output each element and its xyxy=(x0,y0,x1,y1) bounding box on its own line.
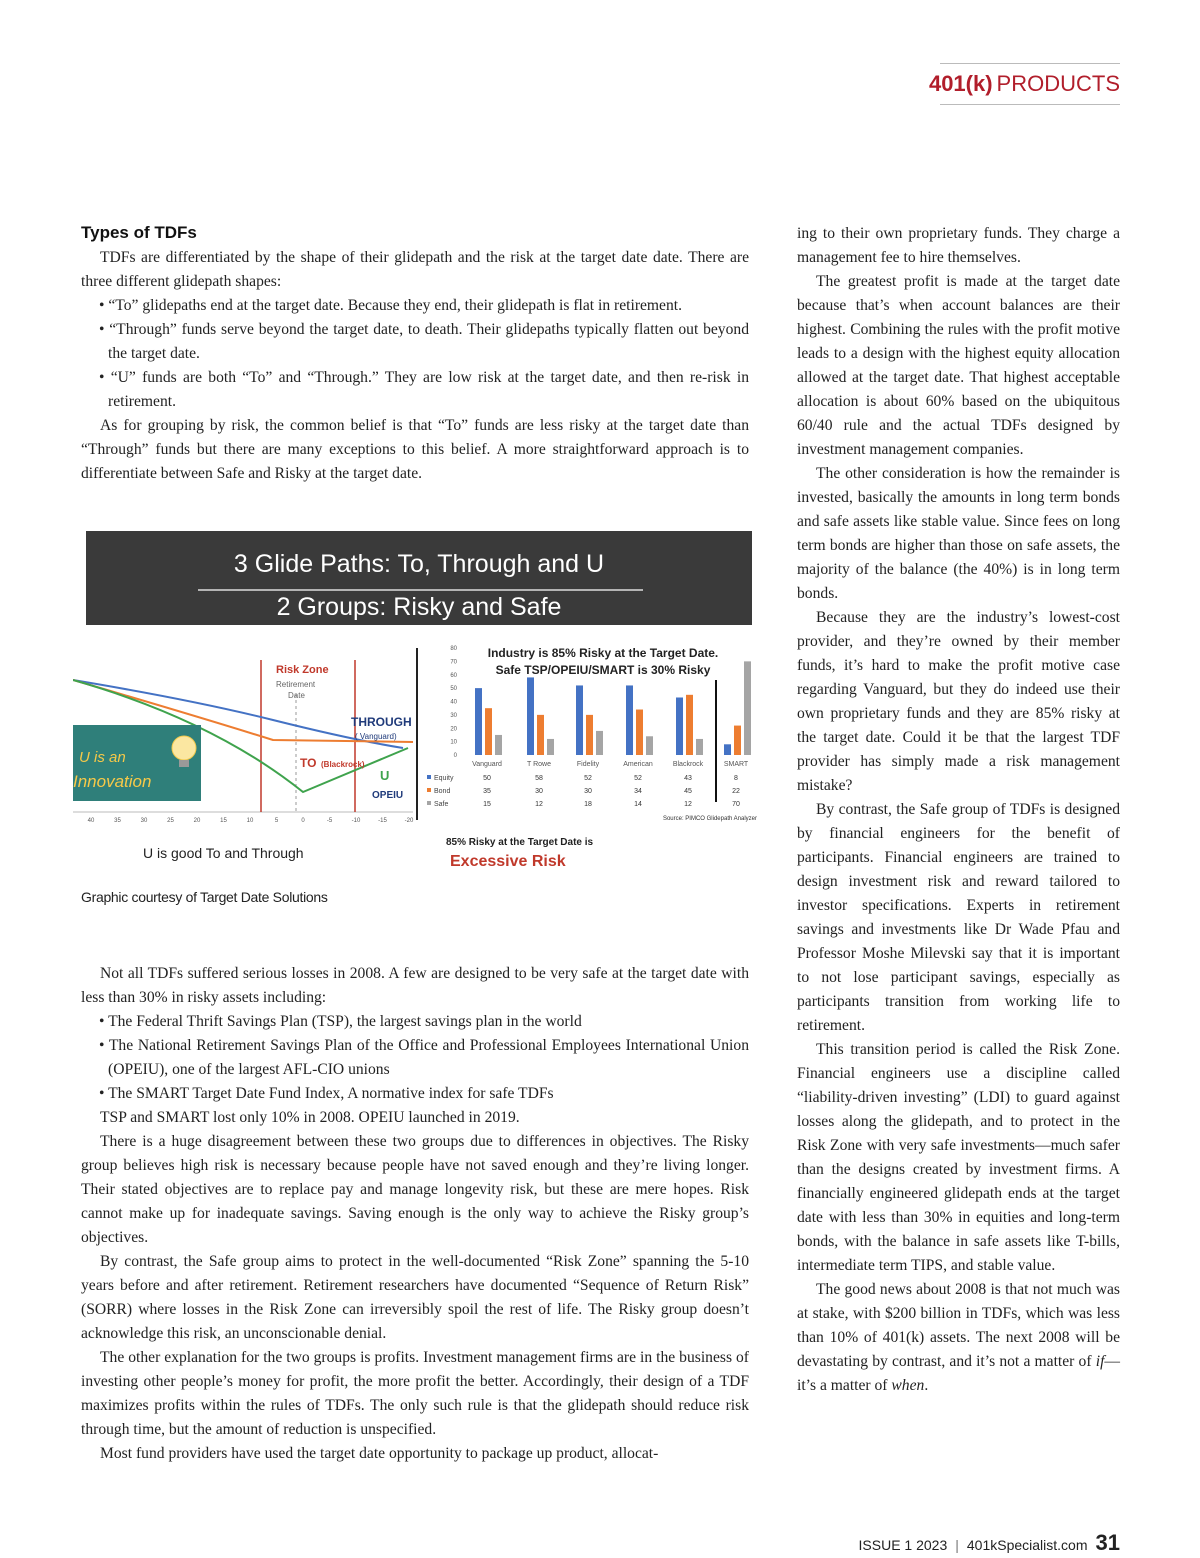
bullet-item: • The Federal Thrift Savings Plan (TSP), the largest savings plan in the world xyxy=(99,1013,582,1030)
figure-svg xyxy=(73,530,765,875)
category-label: American xyxy=(623,761,653,768)
y-tick-label: 70 xyxy=(450,659,457,666)
figure-title-1: 3 Glide Paths: To, Through and U xyxy=(233,550,605,578)
table-value: 45 xyxy=(684,788,692,795)
legend-label: Equity xyxy=(434,775,454,782)
paragraph: Most fund providers have used the target date opportunity to package up product, allocat- xyxy=(100,1445,659,1462)
table-value: 52 xyxy=(634,775,642,782)
y-tick-label: 10 xyxy=(450,739,457,746)
paragraph: There is a huge disagreement between these two groups due to differences in objectives. The Risky group believes high risk is necessary because people have not saved enough and they’re living longer. Their stated objectives are to replace pay and manage longevity risk, but these are mere hopes. Risk cannot make up for inadequate savings. Saving enough is the only way to achieve the Risky group’s objectives. xyxy=(81,1133,749,1246)
y-tick-label: 40 xyxy=(450,699,457,706)
paragraph: The other explanation for the two groups is profits. Investment management firms are in the business of investing other people’s money for profit, the more profit the better. Accordingly, their design of a TDF maximizes profits within the rules of TDFs. The only such rule is that the glidepath should reduce risk through time, but the amount of reduction is unspecified. xyxy=(81,1349,749,1438)
table-value: 43 xyxy=(684,775,692,782)
x-tick-label: 15 xyxy=(220,818,227,824)
issue-label: ISSUE 1 2023 xyxy=(858,1537,948,1553)
bar-safe xyxy=(744,661,751,755)
x-tick-label: 5 xyxy=(274,818,279,824)
x-tick-label: 20 xyxy=(193,818,201,824)
y-tick-label: 20 xyxy=(450,726,457,733)
u-innovation-line-1: U is an xyxy=(79,749,126,766)
blackrock-label: (Blackrock) xyxy=(321,760,365,769)
y-tick-label: 80 xyxy=(450,646,457,652)
glidepath-figure xyxy=(73,530,765,875)
bullet-item: • The National Retirement Savings Plan of the Office and Professional Employees International Union (OPEIU), one of the largest AFL-CIO unions xyxy=(99,1037,749,1078)
paragraph: The other consideration is how the remainder is invested, basically the amounts in long term bonds and safe assets like stable value. Since fees on long term bonds are higher than those on safe assets, the majority of the balance (the 40%) is in long term bonds. xyxy=(797,465,1120,602)
bar-bond xyxy=(537,715,544,755)
right-column xyxy=(797,222,1120,1398)
bar-equity xyxy=(527,677,534,755)
left-column-top xyxy=(81,222,749,486)
legend-swatch xyxy=(427,775,431,779)
vanguard-label: ( Vanguard) xyxy=(355,732,397,741)
y-tick-label: 30 xyxy=(450,712,457,719)
risky-label: 85% Risky at the Target Date is xyxy=(446,837,594,848)
text-run: —it’s a matter of xyxy=(797,1353,1120,1394)
legend-label: Safe xyxy=(434,801,449,808)
legend-swatch xyxy=(427,801,431,805)
bar-bond xyxy=(485,708,492,755)
x-tick-label: -5 xyxy=(326,818,333,824)
section-heading: Types of TDFs xyxy=(81,223,197,242)
paragraph: As for grouping by risk, the common belief is that “To” funds are less risky at the target date than “Through” funds but there are many exceptions to this belief. A more straightforward approach is to differentiate between Safe and Risky at the target date. xyxy=(81,417,749,482)
emphasis-if: if xyxy=(1095,1353,1105,1370)
figure-caption: Graphic courtesy of Target Date Solutions xyxy=(81,889,328,905)
y-tick-labels xyxy=(450,646,457,759)
paragraph: ing to their own proprietary funds. They charge a management fee to hire themselves. xyxy=(797,225,1120,266)
page-footer xyxy=(859,1530,1120,1556)
category-label: Blackrock xyxy=(672,761,704,768)
x-tick-label: 35 xyxy=(114,818,121,824)
table-value: 70 xyxy=(732,801,740,808)
lightbulb-icon xyxy=(172,736,196,760)
table-value: 8 xyxy=(734,775,738,782)
x-tick-label: -10 xyxy=(351,818,361,824)
through-label: THROUGH xyxy=(351,715,412,729)
bar-safe xyxy=(646,736,653,755)
table-value: 30 xyxy=(535,788,543,795)
paragraph: Not all TDFs suffered serious losses in 2008. A few are designed to be very safe at the target date with less than 30% in risky assets including: xyxy=(81,965,749,1006)
table-value: 18 xyxy=(584,801,592,808)
lightbulb-base xyxy=(179,760,189,767)
paragraph xyxy=(797,1278,1120,1398)
category-label: Vanguard xyxy=(472,761,502,768)
bar-safe xyxy=(495,735,502,755)
excessive-risk-label: Excessive Risk xyxy=(450,853,566,870)
date-label: Date xyxy=(288,691,305,700)
table-value: 50 xyxy=(483,775,491,782)
table-value: 12 xyxy=(684,801,692,808)
x-tick-label: -20 xyxy=(404,818,414,824)
y-tick-label: 0 xyxy=(453,753,457,759)
opeiu-label: OPEIU xyxy=(372,790,404,801)
figure-title-2: 2 Groups: Risky and Safe xyxy=(276,593,562,621)
emphasis-when: when xyxy=(891,1377,925,1394)
u-innovation-line-2: Innovation xyxy=(73,772,152,791)
bar-safe xyxy=(547,739,554,755)
section-label: PRODUCTS xyxy=(996,71,1120,96)
chart-title-2: Safe TSP/OPEIU/SMART is 30% Risky xyxy=(495,663,711,677)
paragraph: TSP and SMART lost only 10% in 2008. OPEIU launched in 2019. xyxy=(100,1109,520,1126)
table-value: 58 xyxy=(535,775,543,782)
bullet-item: • “U” funds are both “To” and “Through.” They are low risk at the target date, and then re-risk in retirement. xyxy=(99,369,749,410)
y-tick-label: 60 xyxy=(450,672,457,679)
bullet-item: • The SMART Target Date Fund Index, A normative index for safe TDFs xyxy=(99,1085,554,1102)
category-label: Fidelity xyxy=(576,761,600,768)
bar-safe xyxy=(596,731,603,755)
site-label: 401kSpecialist.com xyxy=(966,1537,1088,1553)
bar-equity xyxy=(626,685,633,755)
x-tick-label: 30 xyxy=(140,818,148,824)
paragraph: The greatest profit is made at the target date because that’s when account balances are their highest. Combining the rules with the profit motive leads to a design with the highest equity allocation allowed at the target date. That highest acceptable allocation is about 60% based on the ubiquitous 60/40 rule and the actual TDFs designed by investment management companies. xyxy=(797,273,1120,458)
table-value: 14 xyxy=(634,801,642,808)
legend-label: Bond xyxy=(434,788,451,795)
table-value: 15 xyxy=(483,801,491,808)
table-value: 35 xyxy=(483,788,491,795)
bar-bond xyxy=(636,710,643,755)
bar-equity xyxy=(475,688,482,755)
table-value: 34 xyxy=(634,788,642,795)
table-value: 30 xyxy=(584,788,592,795)
bullet-item: • “To” glidepaths end at the target date. Because they end, their glidepath is flat in retirement. xyxy=(99,297,683,314)
to-label: TO xyxy=(300,756,317,770)
legend-swatch xyxy=(427,788,431,792)
table-value: 52 xyxy=(584,775,592,782)
category-label: SMART xyxy=(723,761,749,768)
glidepath-panel xyxy=(73,660,414,861)
bar-equity xyxy=(576,685,583,755)
text-run: The good news about 2008 is that not much was at stake, with $200 billion in TDFs, which was less than 10% of 401(k) assets. The next 2008 will be devastating by contrast, and it’s not a matter of xyxy=(797,1281,1120,1370)
bar-safe xyxy=(696,739,703,755)
paragraph: TDFs are differentiated by the shape of their glidepath and the risk at the target date date. There are three different glidepath shapes: xyxy=(81,249,749,290)
u-label: U xyxy=(380,768,390,783)
u-good-caption: U is good To and Through xyxy=(143,845,304,861)
x-tick-label: 10 xyxy=(246,818,254,824)
brand-label: 401(k) xyxy=(928,71,993,96)
x-tick-label: 40 xyxy=(87,818,95,824)
paragraph: By contrast, the Safe group aims to protect in the well-documented “Risk Zone” spanning the 5-10 years before and after retirement. Retirement researchers have documented “Sequence of Return Risk” (SORR) where losses in the Risk Zone can irreversibly spoil the rest of life. The Risky group doesn’t acknowledge this risk, an unconscionable denial. xyxy=(81,1253,749,1342)
paragraph: This transition period is called the Risk Zone. Financial engineers use a discipline called “liability-driven investing” (LDI) to guard against losses along the glidepath, and to protect in the Risk Zone with very safe investments—much safer than the designs created by investment firms. A financially engineered glidepath ends at the target date with less than 30% in equities and long-term bonds, with the balance in safe assets like T-bills, intermediate term TIPS, and stable value. xyxy=(797,1041,1120,1274)
footer-separator: | xyxy=(955,1537,959,1553)
x-tick-label: 25 xyxy=(167,818,174,824)
risk-zone-label: Risk Zone xyxy=(276,664,329,676)
bullet-item: • “Through” funds serve beyond the target date, to death. Their glidepaths typically flatten out beyond the target date. xyxy=(99,321,749,362)
bar-bond xyxy=(586,715,593,755)
bar-equity xyxy=(724,744,731,755)
table-value: 22 xyxy=(732,788,740,795)
text-run: . xyxy=(924,1377,929,1394)
table-value: 12 xyxy=(535,801,543,808)
section-header xyxy=(928,63,1120,105)
data-table xyxy=(427,761,749,808)
source-label: Source: PIMCO Glidepath Analyzer xyxy=(662,816,757,822)
retirement-label: Retirement xyxy=(276,680,316,689)
bar-bond xyxy=(686,695,693,755)
x-tick-label: -15 xyxy=(378,818,387,824)
chart-title-1: Industry is 85% Risky at the Target Date. xyxy=(487,646,719,660)
paragraph: Because they are the industry’s lowest-cost provider, and they’re owned by their member funds, it’s hard to make the profit motive case regarding Vanguard, but they do indeed use their own proprietary funds and they are 85% risky at the target date. Could it be that the largest TDF provider has simply made a risk management mistake? xyxy=(797,609,1120,794)
page-number: 31 xyxy=(1095,1530,1120,1555)
x-tick-label: 0 xyxy=(301,818,305,824)
category-label: T Rowe xyxy=(527,761,551,768)
bar-equity xyxy=(676,697,683,755)
bar-chart-panel xyxy=(427,646,757,870)
paragraph: By contrast, the Safe group of TDFs is designed by financial engineers for the benefit of participants. Financial engineers are trained to design investment risk and reward tailored to investor specifications. Experts in retirement savings and investments like Dr Wade Pfau and Professor Moshe Milevski say that it is important to not lose participant savings, especially as participants transition from working life to retirement. xyxy=(797,801,1120,1034)
bar-bond xyxy=(734,726,741,755)
left-column-bottom xyxy=(81,962,749,1466)
y-tick-label: 50 xyxy=(450,686,457,693)
x-tick-labels xyxy=(88,818,414,824)
